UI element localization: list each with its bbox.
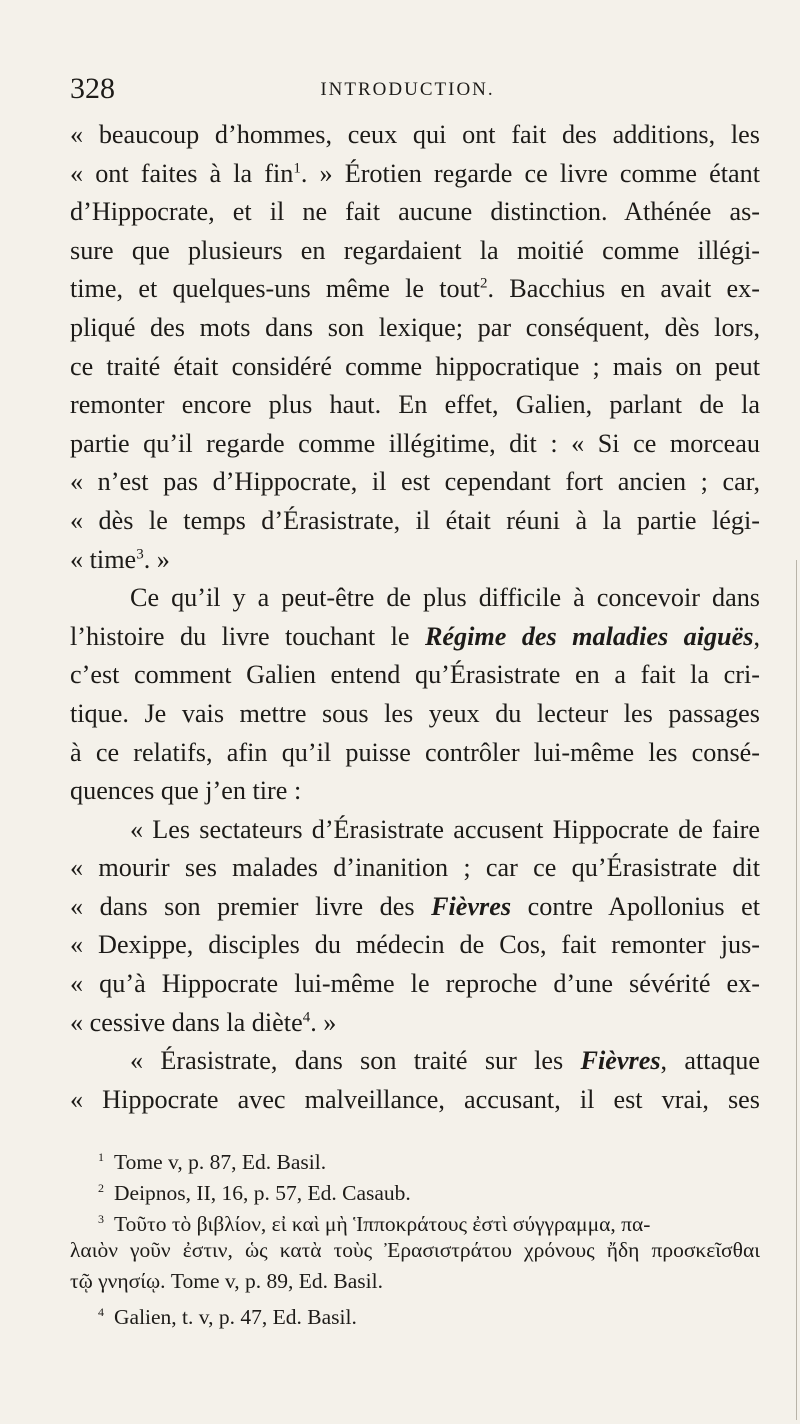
footnote-continuation: τῷ γνησίῳ. Tome v, p. 89, Ed. Basil. [70, 1269, 383, 1293]
italic-title: Fièvres [431, 891, 512, 921]
italic-title: Régime des maladies aiguës [424, 621, 754, 651]
text-line: « cessive dans la diète$^4$. » [70, 1007, 337, 1037]
footnote: $^3$ Τοῦτο τὸ βιβλίον, εἰ καὶ μὴ Ἱπποκράτους ἐστὶ σύγγραμμα, πα- [98, 1212, 651, 1237]
text-line: time, et quelques-uns même le tout$^2$. Bacchius en avait ex- [70, 274, 760, 304]
text-line: « Érasistrate, dans son traité sur les Fièvres, attaque [130, 1046, 761, 1076]
text-line: remonter encore plus haut. En effet, Galien, parlant de la [70, 390, 760, 420]
footnote: $^2$ Deipnos, II, 16, p. 57, Ed. Casaub. [98, 1181, 411, 1206]
footnote-mark: 1 [98, 1150, 104, 1164]
text-line: c’est comment Galien entend qu’Érasistrate en a fait la cri- [70, 660, 760, 690]
text-line: « ont faites à la fin$^1$. » Érotien regarde ce livre comme étant [70, 158, 760, 188]
text-line: à ce relatifs, afin qu’il puisse contrôler lui-même les consé- [70, 737, 760, 767]
text-line: « n’est pas d’Hippocrate, il est cependant fort ancien ; car, [70, 467, 760, 497]
footnote-continuation: λαιὸν γοῦν ἐστιν, ὡς κατὰ τοὺς Ἐρασιστράτου χρόνους ἤδη προσκεῖσθαι [70, 1238, 760, 1262]
page-number: 328 [70, 72, 115, 105]
footnote-ref: 1 [293, 159, 301, 176]
text-line: quences que j’en tire : [70, 776, 302, 806]
italic-title: Fièvres [580, 1046, 661, 1076]
text-line: partie qu’il regarde comme illégitime, dit : « Si ce morceau [70, 428, 760, 458]
footnote-ref: 2 [479, 275, 488, 292]
body-text [70, 116, 760, 1119]
page-edge [796, 560, 797, 1420]
text-line: d’Hippocrate, et il ne fait aucune distinction. Athénée as- [70, 197, 760, 227]
footnote-mark: 2 [98, 1181, 104, 1195]
text-line: « beaucoup d’hommes, ceux qui ont fait des additions, les [70, 120, 760, 149]
footnote-ref: 3 [136, 545, 144, 562]
footnotes [70, 1142, 760, 1328]
text-line: « mourir ses malades d’inanition ; car ce qu’Érasistrate dit [70, 853, 760, 883]
footnote: $^1$ Tome v, p. 87, Ed. Basil. [98, 1150, 327, 1175]
text-line: sure que plusieurs en regardaient la moitié comme illégi- [70, 235, 760, 265]
footnote: $^4$ Galien, t. v, p. 47, Ed. Basil. [98, 1305, 357, 1330]
text-line: « time$^3$. » [70, 544, 170, 574]
footnote-mark: 3 [98, 1212, 104, 1226]
text-line: ce traité était considéré comme hippocratique ; mais on peut [70, 351, 760, 381]
text-line: « dès le temps d’Érasistrate, il était réuni à la partie légi- [70, 505, 760, 535]
text-line: l’histoire du livre touchant le Régime des maladies aiguës, [70, 621, 760, 651]
text-line: « Hippocrate avec malveillance, accusant, il est vrai, ses [70, 1084, 760, 1114]
running-head: INTRODUCTION. [320, 79, 495, 100]
footnote-mark: 4 [98, 1305, 104, 1319]
footnote-ref: 4 [302, 1008, 311, 1025]
text-line: Ce qu’il y a peut-être de plus difficile à concevoir dans [130, 583, 760, 613]
text-line: « Les sectateurs d’Érasistrate accusent Hippocrate de faire [130, 814, 760, 844]
text-line: « dans son premier livre des Fièvres contre Apollonius et [70, 891, 760, 921]
page-header [70, 72, 745, 112]
text-line: « qu’à Hippocrate lui-même le reproche d’une sévérité ex- [70, 969, 760, 999]
text-line: « Dexippe, disciples du médecin de Cos, fait remonter jus- [70, 930, 760, 960]
text-line: tique. Je vais mettre sous les yeux du lecteur les passages [70, 698, 760, 728]
text-line: pliqué des mots dans son lexique; par conséquent, dès lors, [70, 312, 760, 342]
